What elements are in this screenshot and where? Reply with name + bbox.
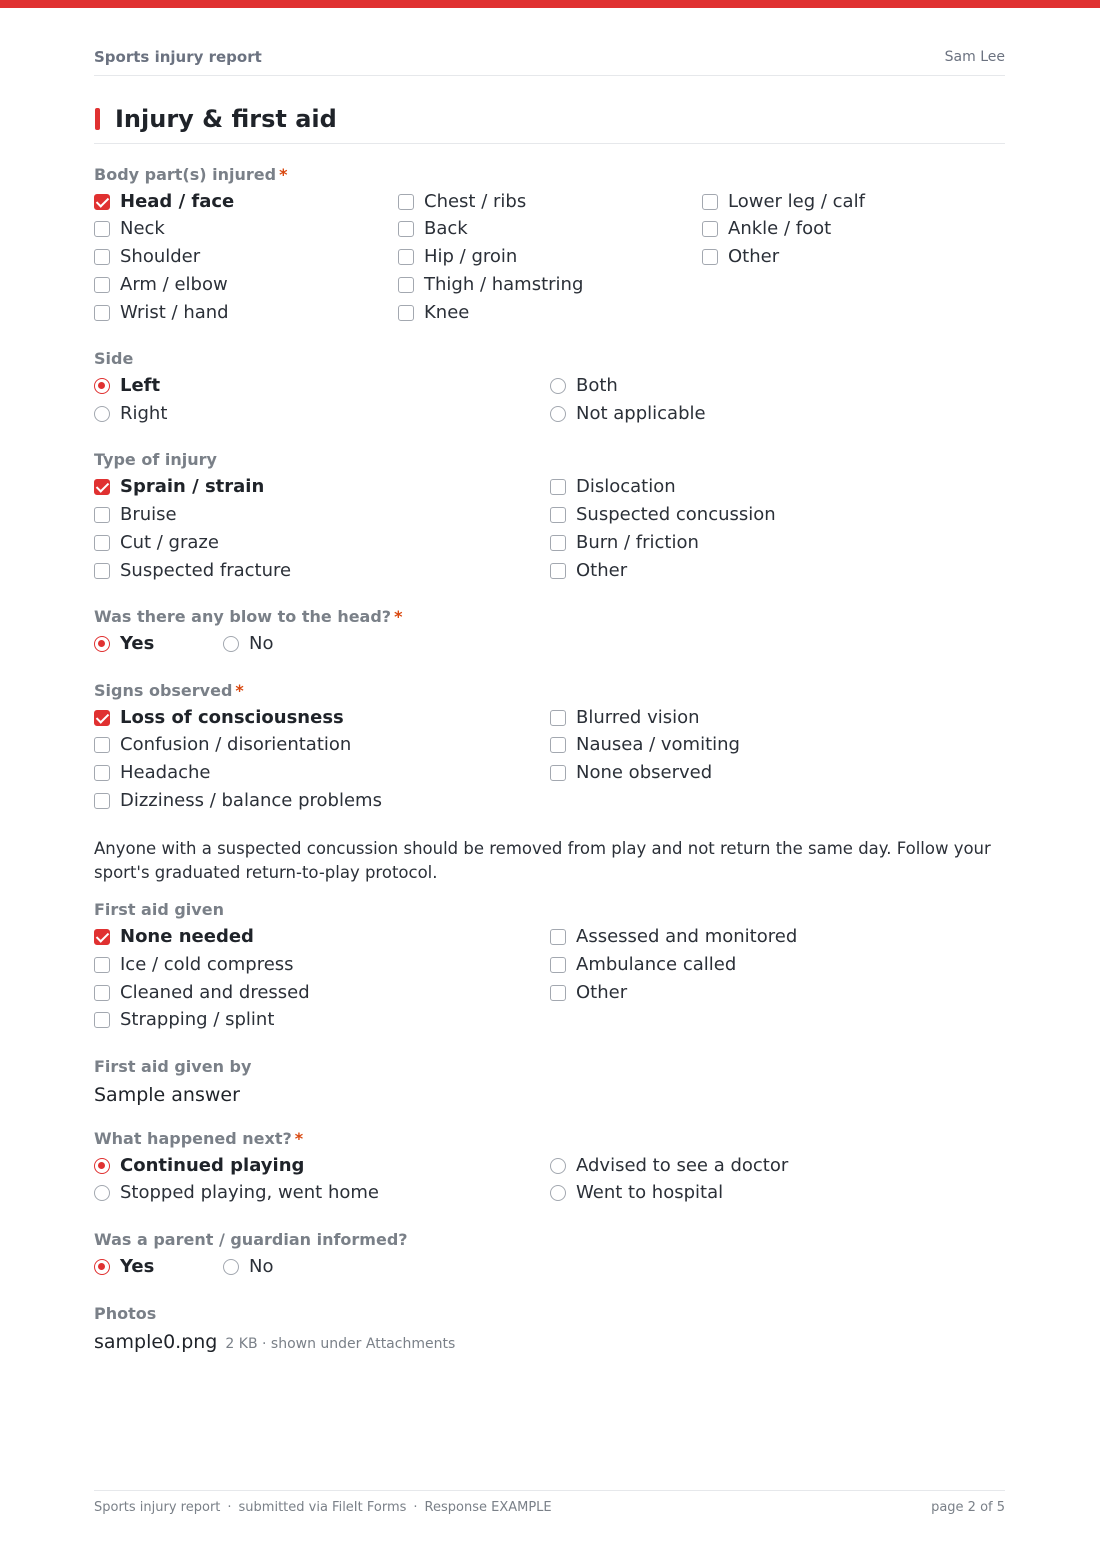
section-title: Injury & first aid (115, 105, 337, 133)
checkbox-icon[interactable] (550, 535, 566, 551)
question-label-signs (94, 681, 244, 701)
radio-selected-icon[interactable] (94, 636, 110, 652)
question-label-head-blow (94, 607, 402, 627)
question-label-body-parts (94, 165, 287, 185)
checkbox-icon[interactable] (94, 305, 110, 321)
option-side-right[interactable]: Right (94, 402, 167, 426)
option-injury-burn-friction[interactable]: Burn / friction (550, 531, 699, 555)
radio-icon[interactable] (94, 406, 110, 422)
option-body-part-arm-elbow[interactable]: Arm / elbow (94, 273, 228, 297)
checkbox-icon[interactable] (550, 479, 566, 495)
file-meta: 2 KB · shown under Attachments (225, 1336, 456, 1352)
question-label-first-aid-by (94, 1057, 251, 1077)
radio-icon[interactable] (223, 636, 239, 652)
footer-form-name: Sports injury report (94, 1500, 221, 1515)
required-marker: * (235, 681, 244, 700)
option-first-aid-assessed-monitored[interactable]: Assessed and monitored (550, 925, 797, 949)
option-body-part-thigh-hamstring[interactable]: Thigh / hamstring (398, 273, 583, 297)
question-label-what-next (94, 1129, 303, 1149)
checkbox-icon[interactable] (550, 563, 566, 579)
top-accent-bar (0, 0, 1100, 8)
option-parent-informed-no[interactable]: No (223, 1255, 273, 1279)
label-text: Body part(s) injured (94, 165, 277, 184)
checkbox-icon[interactable] (94, 221, 110, 237)
checkbox-icon[interactable] (94, 507, 110, 523)
checkbox-icon[interactable] (702, 221, 718, 237)
option-sign-confusion[interactable]: Confusion / disorientation (94, 733, 351, 757)
checkbox-icon[interactable] (702, 249, 718, 265)
option-sign-loss-of-consciousness[interactable]: Loss of consciousness (94, 706, 344, 730)
checkbox-icon[interactable] (550, 507, 566, 523)
radio-icon[interactable] (550, 1185, 566, 1201)
footer-info (94, 1500, 552, 1515)
option-injury-suspected-concussion[interactable]: Suspected concussion (550, 503, 776, 527)
option-sign-headache[interactable]: Headache (94, 761, 210, 785)
option-side-both[interactable]: Both (550, 374, 618, 398)
checkbox-icon[interactable] (94, 985, 110, 1001)
question-label-parent-informed (94, 1230, 408, 1250)
label-text: Was there any blow to the head? (94, 607, 392, 626)
option-sign-blurred-vision[interactable]: Blurred vision (550, 706, 700, 730)
option-body-part-hip-groin[interactable]: Hip / groin (398, 245, 517, 269)
checkbox-icon[interactable] (94, 249, 110, 265)
option-injury-cut-graze[interactable]: Cut / graze (94, 531, 219, 555)
label-text: First aid given by (94, 1057, 252, 1076)
option-first-aid-none-needed[interactable]: None needed (94, 925, 254, 949)
checkbox-icon[interactable] (94, 535, 110, 551)
option-injury-sprain-strain[interactable]: Sprain / strain (94, 475, 264, 499)
question-label-first-aid (94, 900, 224, 920)
checkbox-icon[interactable] (702, 194, 718, 210)
radio-icon[interactable] (223, 1259, 239, 1275)
checkbox-icon[interactable] (550, 985, 566, 1001)
checkbox-checked-icon[interactable] (94, 710, 110, 726)
checkbox-icon[interactable] (398, 194, 414, 210)
label-text: Type of injury (94, 450, 217, 469)
required-marker: * (394, 607, 403, 626)
radio-selected-icon[interactable] (94, 1158, 110, 1174)
option-side-left[interactable]: Left (94, 374, 160, 398)
footer-separator: · (227, 1500, 232, 1515)
page-footer (94, 1490, 1005, 1520)
checkbox-icon[interactable] (550, 710, 566, 726)
option-injury-other[interactable]: Other (550, 559, 627, 583)
question-label-injury-type (94, 450, 217, 470)
checkbox-icon[interactable] (94, 277, 110, 293)
answer-first-aid-by: Sample answer (94, 1084, 240, 1106)
option-body-part-ankle-foot[interactable]: Ankle / foot (702, 217, 831, 241)
radio-selected-icon[interactable] (94, 1259, 110, 1275)
checkbox-icon[interactable] (550, 765, 566, 781)
checkbox-icon[interactable] (398, 305, 414, 321)
option-body-part-chest-ribs[interactable]: Chest / ribs (398, 190, 526, 214)
option-body-part-back[interactable]: Back (398, 217, 468, 241)
checkbox-icon[interactable] (94, 737, 110, 753)
option-first-aid-strapping-splint[interactable]: Strapping / splint (94, 1008, 274, 1032)
option-head-blow-yes[interactable]: Yes (94, 632, 154, 656)
required-marker: * (294, 1129, 304, 1148)
checkbox-icon[interactable] (550, 929, 566, 945)
option-body-part-lower-leg-calf[interactable]: Lower leg / calf (702, 190, 865, 214)
option-next-continued-playing[interactable]: Continued playing (94, 1154, 304, 1178)
footer-response: Response EXAMPLE (424, 1500, 552, 1515)
photo-attachment (94, 1330, 455, 1356)
checkbox-icon[interactable] (94, 957, 110, 973)
checkbox-icon[interactable] (94, 1012, 110, 1028)
option-sign-dizziness[interactable]: Dizziness / balance problems (94, 789, 382, 813)
question-label-photos (94, 1304, 156, 1324)
option-head-blow-no[interactable]: No (223, 632, 273, 656)
radio-selected-icon[interactable] (94, 378, 110, 394)
label-text: Was a parent / guardian informed? (94, 1230, 408, 1249)
option-body-part-shoulder[interactable]: Shoulder (94, 245, 200, 269)
label-text: Photos (94, 1304, 157, 1323)
option-first-aid-ice[interactable]: Ice / cold compress (94, 953, 294, 977)
option-side-not-applicable[interactable]: Not applicable (550, 402, 706, 426)
option-parent-informed-yes[interactable]: Yes (94, 1255, 154, 1279)
checkbox-icon[interactable] (398, 221, 414, 237)
option-sign-none-observed[interactable]: None observed (550, 761, 712, 785)
option-body-part-head-face[interactable]: Head / face (94, 190, 234, 214)
option-injury-bruise[interactable]: Bruise (94, 503, 177, 527)
label-text: First aid given (94, 900, 224, 919)
label-text: Signs observed (94, 681, 233, 700)
option-next-stopped-went-home[interactable]: Stopped playing, went home (94, 1181, 379, 1205)
checkbox-icon[interactable] (550, 737, 566, 753)
option-injury-dislocation[interactable]: Dislocation (550, 475, 676, 499)
option-injury-suspected-fracture[interactable]: Suspected fracture (94, 559, 291, 583)
footer-separator: · (413, 1500, 418, 1515)
label-text: Side (94, 349, 134, 368)
footer-submitted: submitted via FileIt Forms (238, 1500, 407, 1515)
option-next-went-to-hospital[interactable]: Went to hospital (550, 1181, 723, 1205)
user-name: Sam Lee (944, 49, 1005, 65)
required-marker: * (279, 165, 288, 184)
checkbox-icon[interactable] (550, 957, 566, 973)
checkbox-checked-icon[interactable] (94, 929, 110, 945)
label-text: What happened next? (94, 1129, 292, 1148)
option-first-aid-other[interactable]: Other (550, 981, 627, 1005)
checkbox-icon[interactable] (94, 793, 110, 809)
checkbox-checked-icon[interactable] (94, 479, 110, 495)
checkbox-icon[interactable] (398, 249, 414, 265)
option-body-part-other[interactable]: Other (702, 245, 779, 269)
page-header (94, 48, 1005, 76)
checkbox-checked-icon[interactable] (94, 194, 110, 210)
option-next-see-doctor[interactable]: Advised to see a doctor (550, 1154, 788, 1178)
radio-icon[interactable] (550, 1158, 566, 1174)
section-header (94, 104, 1005, 144)
radio-icon[interactable] (550, 378, 566, 394)
radio-icon[interactable] (550, 406, 566, 422)
concussion-guidance-note: Anyone with a suspected concussion should be removed from play and not return the same day. Follow your sport's graduated return-to-play protocol. (94, 839, 991, 882)
checkbox-icon[interactable] (398, 277, 414, 293)
checkbox-icon[interactable] (94, 765, 110, 781)
option-body-part-knee[interactable]: Knee (398, 301, 469, 325)
document-title: Sports injury report (94, 48, 262, 66)
section-accent-bar (95, 108, 100, 130)
option-first-aid-ambulance-called[interactable]: Ambulance called (550, 953, 736, 977)
option-first-aid-cleaned-dressed[interactable]: Cleaned and dressed (94, 981, 310, 1005)
file-name[interactable]: sample0.png (94, 1331, 218, 1353)
option-body-part-neck[interactable]: Neck (94, 217, 165, 241)
option-body-part-wrist-hand[interactable]: Wrist / hand (94, 301, 229, 325)
radio-icon[interactable] (94, 1185, 110, 1201)
question-label-side (94, 349, 133, 369)
page-number: page 2 of 5 (931, 1500, 1005, 1515)
option-sign-nausea-vomiting[interactable]: Nausea / vomiting (550, 733, 740, 757)
checkbox-icon[interactable] (94, 563, 110, 579)
